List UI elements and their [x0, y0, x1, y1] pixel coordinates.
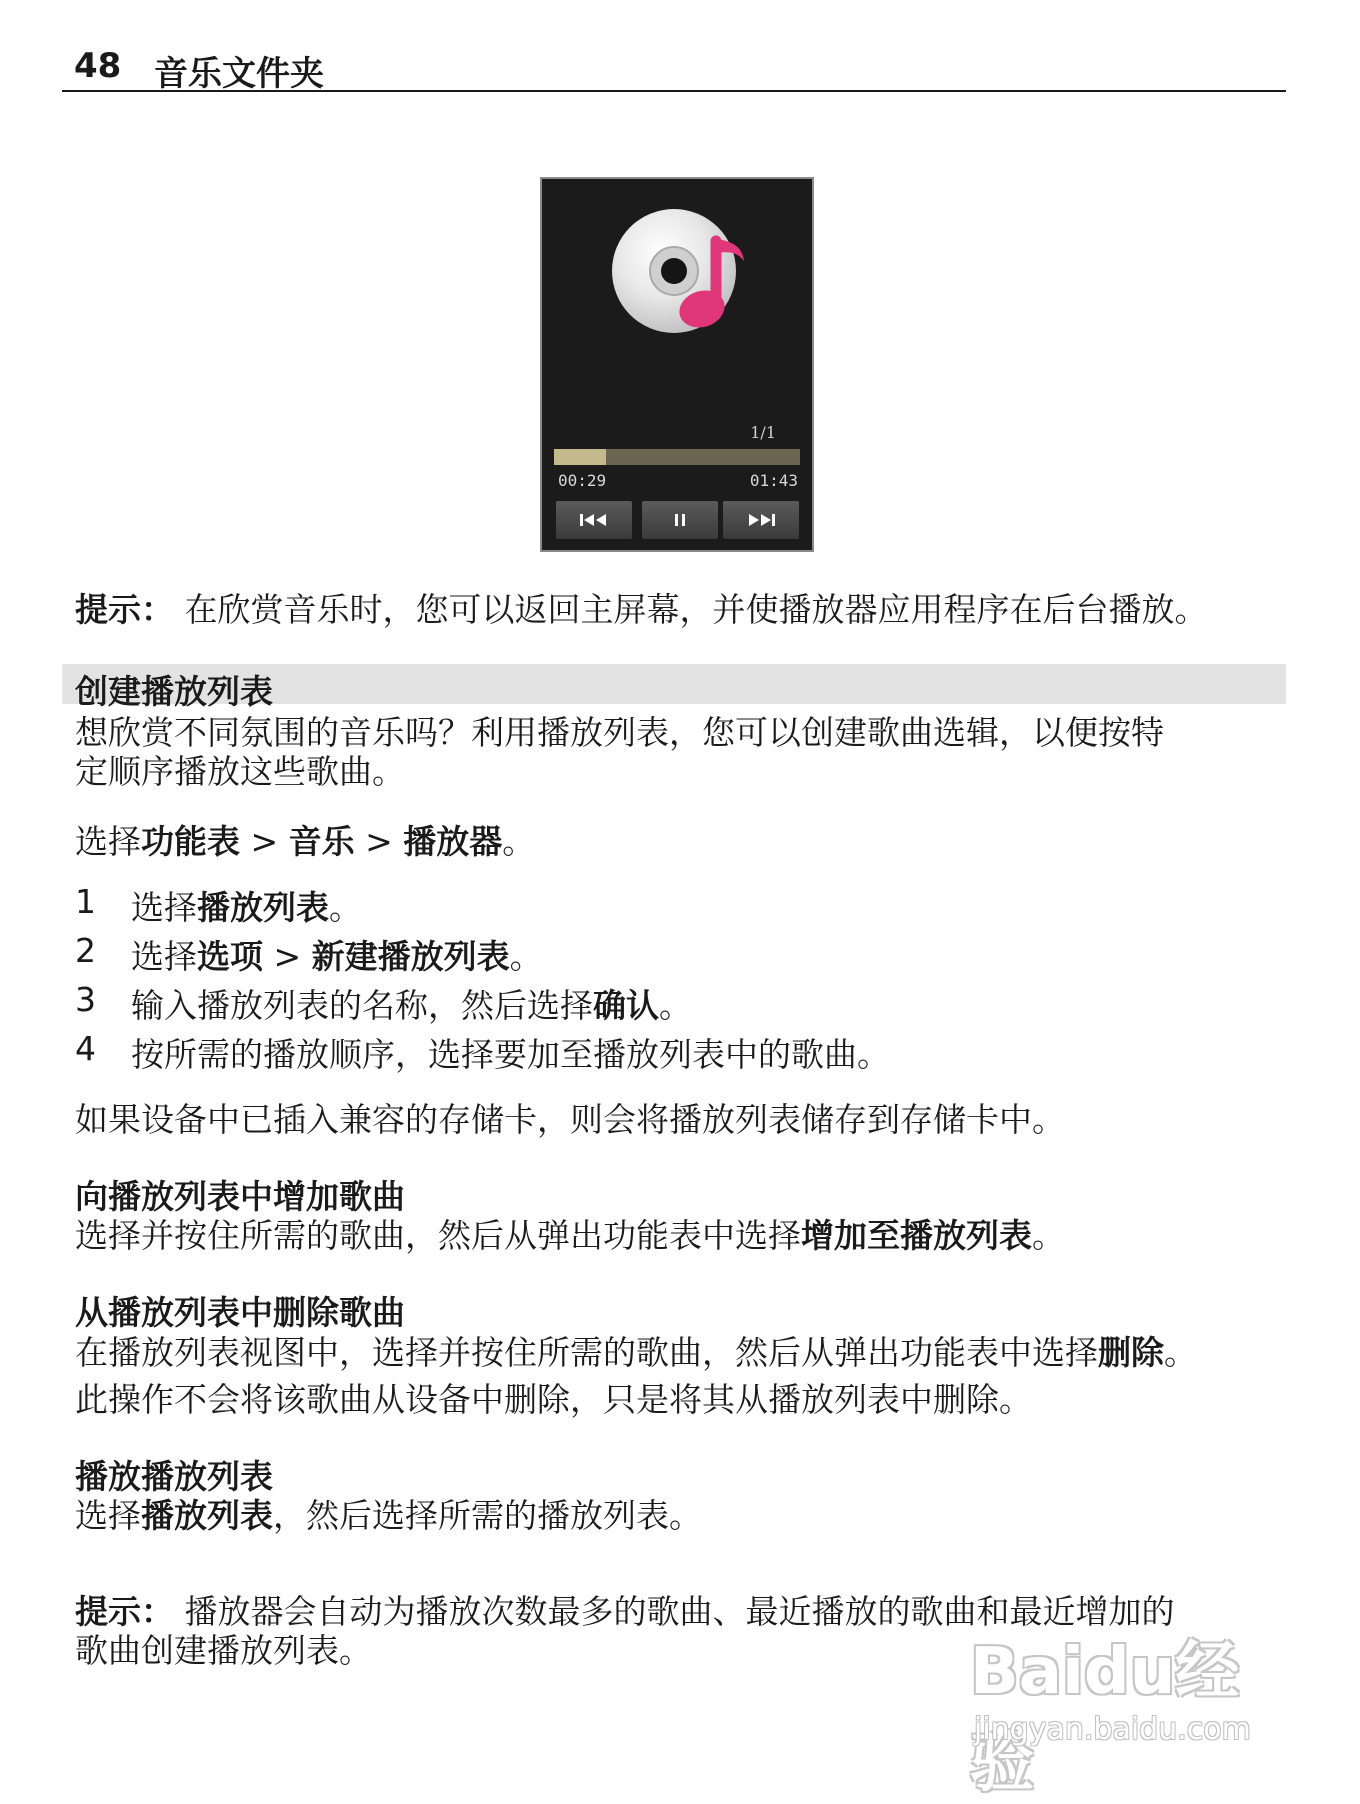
watermark-logo: Baidu经验	[970, 1635, 1240, 1801]
delete-paragraph-line1	[75, 1333, 1197, 1373]
section-heading	[62, 664, 1286, 711]
tip-paragraph	[75, 590, 1208, 630]
step-number: 1	[75, 882, 96, 921]
step-number: 3	[75, 980, 96, 1019]
add-paragraph	[75, 1216, 1065, 1256]
step-text: 输入播放列表的名称，然后选择	[131, 986, 593, 1025]
step-text: 选择	[131, 888, 197, 927]
tip-label: 提示：	[75, 1592, 174, 1631]
intro-line-2: 定顺序播放这些歌曲。	[75, 752, 405, 791]
delete-bold: 删除	[1098, 1333, 1164, 1372]
delete-paragraph-line2: 此操作不会将该歌曲从设备中删除，只是将其从播放列表中删除。	[75, 1380, 1032, 1419]
section-title: 创建播放列表	[75, 672, 273, 711]
play-paragraph	[75, 1496, 702, 1536]
play-bold: 播放列表	[141, 1496, 273, 1535]
next-track-button[interactable]	[723, 501, 799, 539]
previous-track-button[interactable]	[556, 501, 632, 539]
add-bold: 增加至播放列表	[801, 1216, 1032, 1255]
watermark	[960, 1620, 1290, 1801]
path-item-menu: 功能表	[141, 822, 240, 861]
path-item-player: 播放器	[403, 822, 503, 861]
watermark-url: jingyan.baidu.com	[974, 1712, 1251, 1747]
pause-icon	[673, 513, 687, 527]
tip-text: 播放器会自动为播放次数最多的歌曲、最近播放的歌曲和最近增加的	[174, 1592, 1175, 1631]
music-player-screenshot	[540, 177, 814, 552]
next-track-icon	[746, 513, 776, 527]
path-end: 。	[502, 822, 536, 861]
page-number: 48	[74, 46, 122, 86]
path-prefix: 选择	[75, 822, 141, 861]
delete-text: 在播放列表视图中，选择并按住所需的歌曲，然后从弹出功能表中选择	[75, 1333, 1098, 1372]
intro-line-1: 想欣赏不同氛围的音乐吗？利用播放列表，您可以创建歌曲选辑，以便按特	[75, 713, 1164, 752]
step-text: 选择	[131, 937, 197, 976]
step-number: 2	[75, 931, 96, 970]
previous-track-icon	[579, 513, 609, 527]
menu-path	[75, 822, 535, 862]
subheading-delete: 从播放列表中删除歌曲	[75, 1293, 405, 1332]
page-title: 音乐文件夹	[154, 54, 324, 94]
add-text: 选择并按住所需的歌曲，然后从弹出功能表中选择	[75, 1216, 801, 1255]
progress-bar[interactable]	[554, 449, 800, 465]
step-bold: 选项	[197, 937, 263, 976]
delete-end: 。	[1164, 1333, 1197, 1372]
step-end: 。	[659, 986, 692, 1025]
add-end: 。	[1032, 1216, 1065, 1255]
storage-note: 如果设备中已插入兼容的存储卡，则会将播放列表储存到存储卡中。	[75, 1100, 1065, 1139]
step-bold: 新建播放列表	[311, 937, 510, 976]
tip2-line2: 歌曲创建播放列表。	[75, 1631, 372, 1670]
subheading-play: 播放播放列表	[75, 1457, 273, 1496]
tip-label: 提示：	[75, 590, 174, 629]
pause-button[interactable]	[642, 501, 718, 539]
play-end: ，然后选择所需的播放列表。	[273, 1496, 702, 1535]
track-count: 1/1	[750, 423, 776, 442]
progress-fill	[554, 449, 606, 465]
path-separator: >	[240, 822, 289, 861]
total-duration: 01:43	[749, 471, 798, 490]
step-text: 按所需的播放顺序，选择要加至播放列表中的歌曲。	[131, 1035, 890, 1074]
music-note-icon	[672, 227, 752, 337]
step-separator: >	[263, 937, 312, 976]
elapsed-time: 00:29	[558, 471, 607, 490]
step-bold: 确认	[593, 986, 659, 1025]
step-number: 4	[75, 1029, 96, 1068]
play-text: 选择	[75, 1496, 141, 1535]
step-end: 。	[509, 937, 543, 976]
page-header	[62, 42, 1286, 92]
step-bold: 播放列表	[197, 888, 329, 927]
path-item-music: 音乐	[288, 822, 355, 861]
path-separator: >	[354, 822, 404, 861]
step-end: 。	[329, 888, 362, 927]
tip-text: 在欣赏音乐时，您可以返回主屏幕，并使播放器应用程序在后台播放。	[174, 590, 1208, 629]
subheading-add: 向播放列表中增加歌曲	[75, 1177, 405, 1216]
